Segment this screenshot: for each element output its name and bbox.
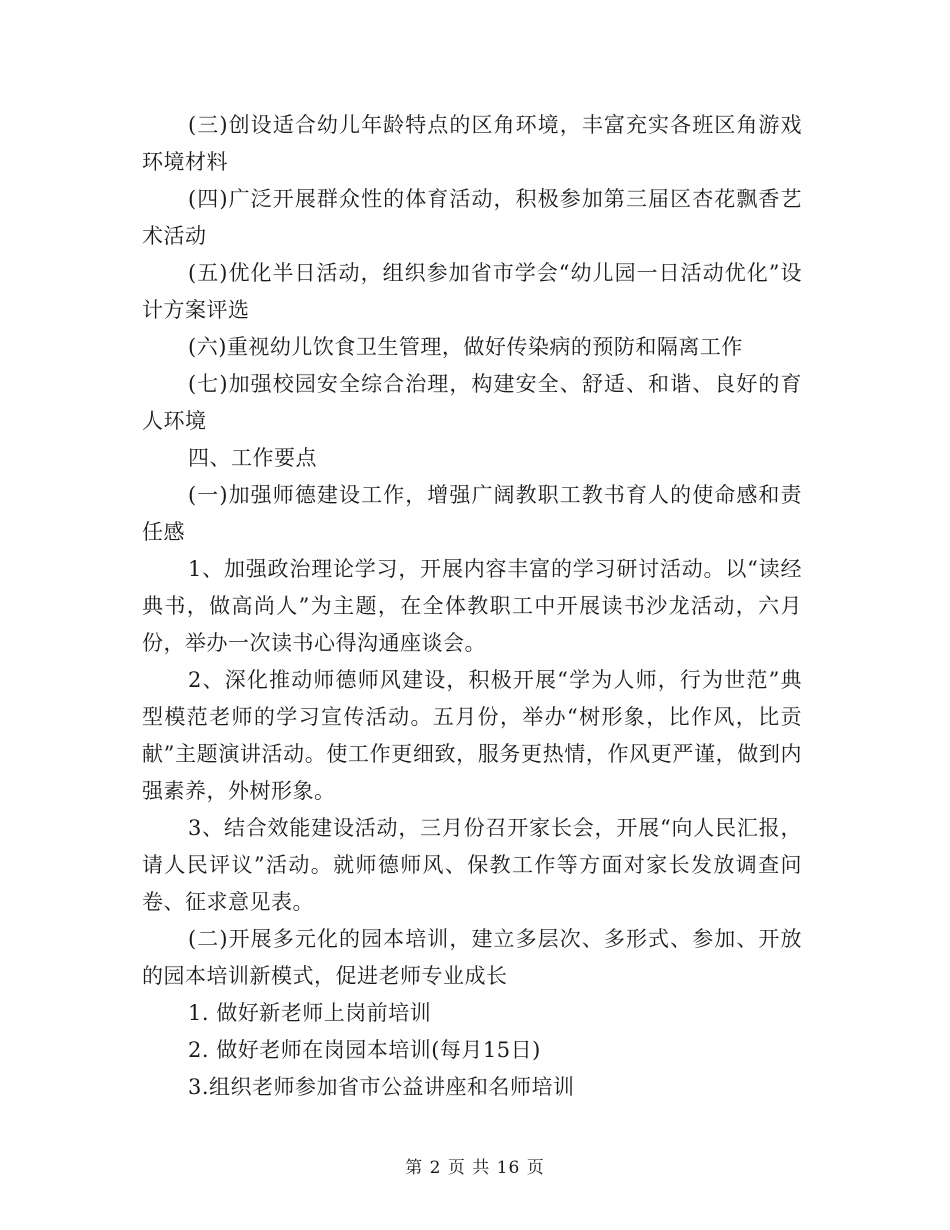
paragraph-item-6: (六)重视幼儿饮食卫生管理，做好传染病的预防和隔离工作 xyxy=(188,335,743,359)
document-body xyxy=(142,107,802,1106)
paragraph-item-7: (七)加强校园安全综合治理，构建安全、舒适、和谐、良好的育人环境 xyxy=(142,372,802,433)
page-number-footer: 第 2 页 共 16 页 xyxy=(405,1158,545,1178)
paragraph-item-3: (三)创设适合幼儿年龄特点的区角环境，丰富充实各班区角游戏环境材料 xyxy=(142,113,802,174)
paragraph-item-4: (四)广泛开展群众性的体育活动，积极参加第三届区杏花飘香艺术活动 xyxy=(142,187,802,248)
training-item-2: 2. 做好老师在岗园本培训(每月15日) xyxy=(188,1038,541,1062)
training-item-3: 3.组织老师参加省市公益讲座和名师培训 xyxy=(188,1075,575,1099)
point-paragraph-2: 2、深化推动师德师风建设，积极开展“学为人师，行为世范”典型模范老师的学习宣传活动。五月份，举办“树形象，比作风，比贡献”主题演讲活动。使工作更细致，服务更热情，作风更严谨，做到内强素养，外树形象。 xyxy=(142,668,802,803)
subsection-heading-2: (二)开展多元化的园本培训，建立多层次、多形式、参加、开放的园本培训新模式，促进老师专业成长 xyxy=(142,927,802,988)
training-item-1: 1. 做好新老师上岗前培训 xyxy=(188,1001,432,1025)
point-paragraph-3: 3、结合效能建设活动，三月份召开家长会，开展“向人民汇报，请人民评议”活动。就师德师风、保教工作等方面对家长发放调查问卷、征求意见表。 xyxy=(142,816,802,914)
section-heading-work-points: 四、工作要点 xyxy=(188,446,317,470)
point-paragraph-1: 1、加强政治理论学习，开展内容丰富的学习研讨活动。以“读经典书，做高尚人”为主题，在全体教职工中开展读书沙龙活动，六月份，举办一次读书心得沟通座谈会。 xyxy=(142,557,802,655)
paragraph-item-5: (五)优化半日活动，组织参加省市学会“幼儿园一日活动优化”设计方案评选 xyxy=(142,261,802,322)
subsection-heading-1: (一)加强师德建设工作，增强广阔教职工教书育人的使命感和责任感 xyxy=(142,483,802,544)
